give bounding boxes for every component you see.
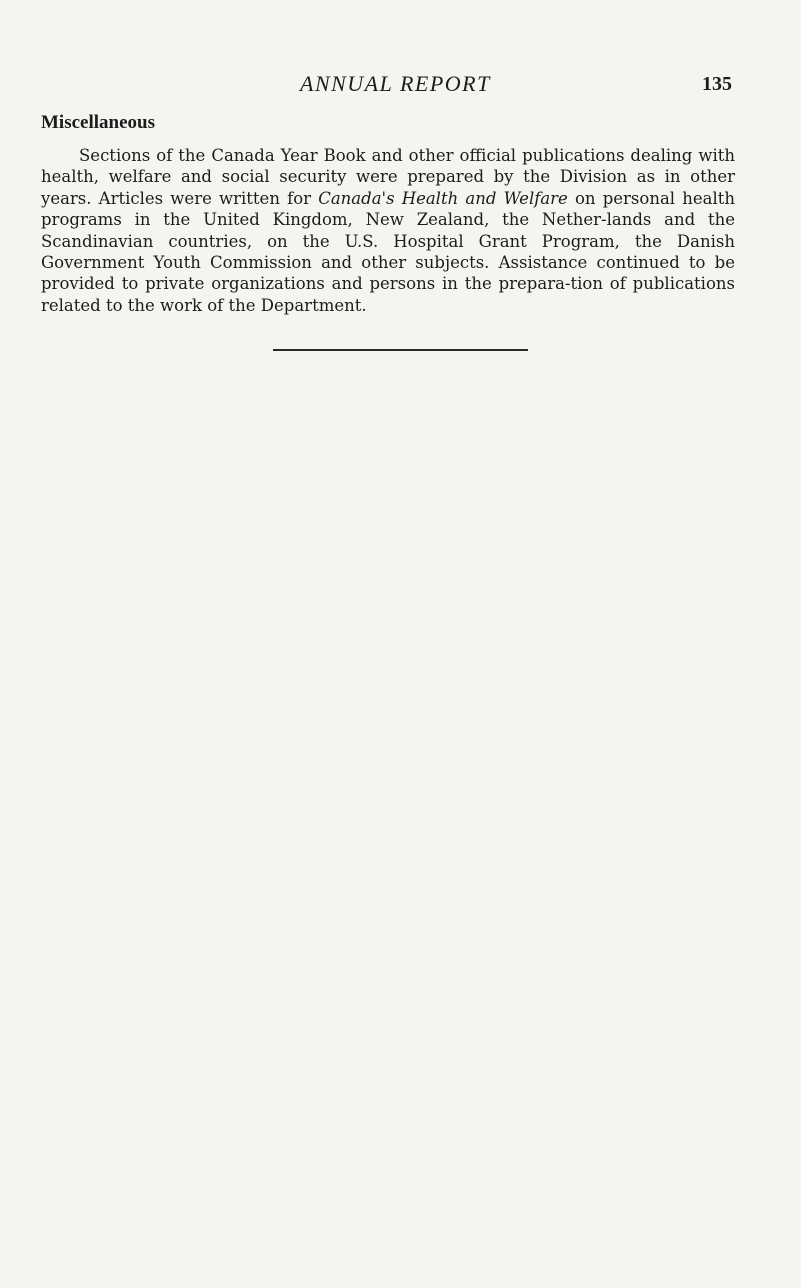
section-end-rule (273, 349, 528, 351)
running-head (0, 70, 801, 100)
running-title: ANNUAL REPORT (300, 71, 491, 96)
paragraph-text-part2: on personal health programs in the United Kingdom, New Zealand, the Nether-lands and the Scandinavian countries, on the U.S. Hospital Grant Program, the Danish Government Youth Commission and other subjects. Assistance continued to be provided to private organizations and persons in the prepara-tion of publications related to the work of the Department. (41, 188, 735, 315)
body-paragraph (41, 145, 735, 316)
paragraph-text-part1: Sections of the Canada Year Book and other official publications dealing with health, welfare and social security were prepared by the Division as in other years. Articles were written for (41, 146, 735, 208)
publication-title: Canada's Health and Welfare (318, 188, 568, 208)
section-heading: Miscellaneous (41, 112, 155, 133)
page-number: 135 (702, 73, 732, 95)
